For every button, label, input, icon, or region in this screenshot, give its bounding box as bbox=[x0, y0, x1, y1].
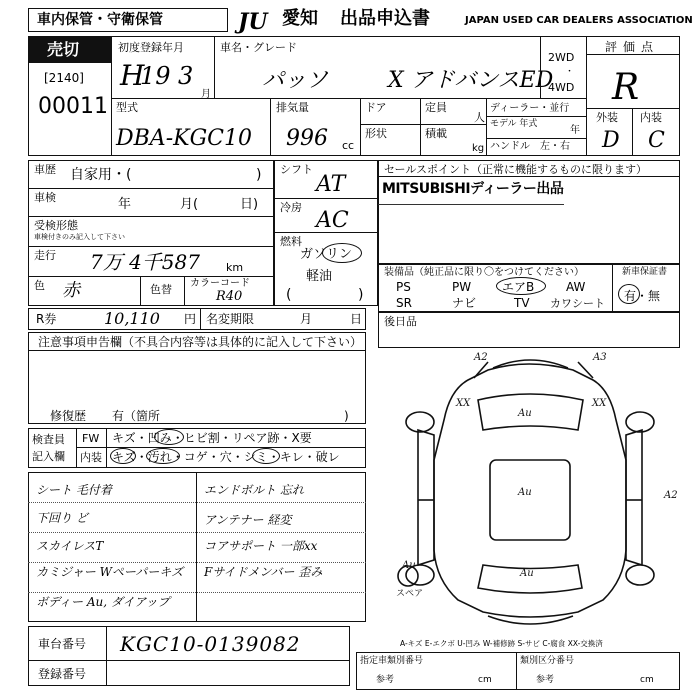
note-line-2: 下回り ど bbox=[36, 511, 88, 525]
shape-label: 形状 bbox=[365, 127, 387, 140]
note-line-5: ボディー Au, ダイアップ bbox=[36, 595, 170, 609]
recycle-label: R券 bbox=[36, 312, 57, 326]
car-name: パッソ bbox=[262, 68, 329, 93]
interior-circle-3 bbox=[252, 448, 280, 464]
interior-label: 内装 bbox=[640, 111, 662, 124]
dealer-label: ディーラー・並行 bbox=[490, 103, 570, 114]
fuel-paren-close: ) bbox=[358, 287, 364, 303]
equip-airbag: エアB bbox=[502, 280, 535, 294]
name-change-month: 月 bbox=[300, 312, 313, 326]
footer-field-2: 参考 bbox=[376, 675, 395, 685]
equip-leather-seat: カワシート bbox=[550, 297, 605, 310]
mark-xx-1: XX bbox=[456, 398, 471, 409]
fuel-diesel: 軽油 bbox=[306, 269, 333, 284]
wheel-fr bbox=[626, 412, 654, 432]
drive-separator: ・ bbox=[565, 67, 575, 77]
color-code-label: カラーコード bbox=[190, 278, 250, 289]
name-change-label: 名変期限 bbox=[206, 312, 255, 326]
fw-items: キズ・凹み・ヒビ割・リペア跡・X要 bbox=[112, 431, 312, 445]
equip-sr: SR bbox=[396, 296, 412, 310]
acceptance-label: 受検形態 bbox=[34, 219, 78, 232]
mileage-value: 7万 4千587 bbox=[90, 250, 200, 274]
storage-box bbox=[28, 8, 228, 32]
selling-points-label: セールスポイント（正常に機能するものに限ります） bbox=[384, 163, 648, 176]
sale-status-box bbox=[29, 37, 111, 63]
displacement-value: 996 bbox=[286, 126, 328, 151]
registration-year: 19 bbox=[140, 62, 171, 90]
footer-field-3: 類別区分番号 bbox=[520, 656, 575, 666]
recycle-unit: 円 bbox=[184, 312, 197, 326]
warranty-label: 新車保証書 bbox=[622, 267, 668, 277]
mark-a3-top: A3 bbox=[593, 352, 607, 363]
equip-aw: AW bbox=[566, 280, 586, 294]
brand-name: 愛知 bbox=[282, 8, 318, 29]
left-doors bbox=[418, 430, 434, 565]
footer-cm-2: cm bbox=[640, 675, 654, 685]
repair-label: 修復歴 bbox=[50, 409, 87, 423]
evaluation-label: 評価点 bbox=[605, 40, 660, 54]
ac-label: 冷房 bbox=[280, 201, 302, 214]
mark-a2-top: A2 bbox=[474, 352, 488, 363]
handle-label: ハンドル bbox=[490, 141, 530, 152]
mark-au-4: Au bbox=[402, 560, 416, 571]
shaken-label: 車検 bbox=[34, 191, 56, 204]
capacity-label: 定員 bbox=[425, 101, 447, 114]
fuel-gasoline-circle bbox=[322, 243, 362, 263]
mark-xx-2: XX bbox=[592, 398, 607, 409]
mark-a2-side: A2 bbox=[664, 490, 678, 501]
form-title: 出品申込書 bbox=[340, 8, 430, 29]
mark-au-3: Au bbox=[520, 568, 534, 579]
chassis-label: 車台番号 bbox=[38, 637, 87, 651]
repair-value: 有（箇所 bbox=[112, 409, 161, 423]
registration-era: H bbox=[120, 59, 145, 92]
ju-logo-text: JU bbox=[238, 9, 268, 35]
equip-airbag-circle bbox=[496, 277, 546, 295]
note-right-3: コアサポート 一部xx bbox=[204, 539, 318, 553]
note-line-4: カミジャー Wペーパーキズ bbox=[36, 565, 184, 579]
interior-circle-1 bbox=[110, 448, 136, 464]
interior-circle-2 bbox=[146, 448, 180, 464]
drive-2wd: 2WD bbox=[548, 51, 575, 64]
plate-label: 登録番号 bbox=[38, 667, 87, 681]
recycle-amount: 10,110 bbox=[104, 309, 160, 328]
year-unit: 年 bbox=[570, 125, 580, 136]
chassis-number: KGC10-0139082 bbox=[120, 632, 301, 656]
evaluation-score: R bbox=[612, 67, 640, 108]
color-value: 赤 bbox=[62, 280, 80, 301]
car-damage-diagram bbox=[378, 350, 680, 630]
fw-label: FW bbox=[82, 432, 100, 445]
footer-cm-1: cm bbox=[478, 675, 492, 685]
warranty-circle bbox=[618, 284, 640, 304]
equip-tv: TV bbox=[514, 296, 530, 310]
name-change-day: 日 bbox=[350, 312, 363, 326]
wheel-rr bbox=[626, 565, 654, 585]
interior-score: C bbox=[648, 128, 665, 153]
note-right-1: エンドボルト 忘れ bbox=[204, 483, 304, 497]
car-name-label: 車名・グレード bbox=[220, 41, 297, 54]
footer-field-4: 参考 bbox=[536, 675, 555, 685]
mark-au-2: Au bbox=[518, 487, 532, 498]
history-close: ) bbox=[256, 167, 262, 183]
repair-close: ) bbox=[344, 409, 349, 423]
shaken-day: 日) bbox=[240, 197, 259, 212]
displacement-label: 排気量 bbox=[276, 101, 309, 114]
history-value: 自家用・( bbox=[70, 167, 132, 183]
damage-legend: A-キズ E-エクボ U-凹み W-補修跡 S-サビ C-腐食 XX-交換済 bbox=[400, 639, 603, 648]
recycle-row bbox=[28, 308, 366, 330]
notes-label: 注意事項申告欄（不具合内容等は具体的に記入して下さい） bbox=[38, 335, 363, 349]
wheel-fl bbox=[406, 412, 434, 432]
equipment-label: 装備品（純正品に限り〇をつけてください） bbox=[384, 267, 584, 278]
handle-options: 左・右 bbox=[540, 141, 570, 152]
rear-item-label: 後日品 bbox=[384, 315, 417, 328]
color-change-label: 色替 bbox=[150, 283, 172, 296]
interior-inspect-label: 内装 bbox=[80, 451, 102, 464]
equip-pw: PW bbox=[452, 280, 472, 294]
footer-field-1: 指定車類別番号 bbox=[360, 656, 424, 666]
note-right-2: アンテナー 経変 bbox=[204, 513, 292, 527]
registration-label: 初度登録年月 bbox=[118, 41, 184, 54]
note-line-1: シート 毛付着 bbox=[36, 483, 112, 497]
rear-item-block bbox=[378, 312, 680, 348]
interior-items: キズ・汚れ・コゲ・穴・シミ・キレ・破レ bbox=[112, 450, 340, 464]
equip-ps: PS bbox=[396, 280, 411, 294]
color-label: 色 bbox=[34, 279, 45, 292]
equip-navi: ナビ bbox=[452, 296, 477, 310]
fw-circle bbox=[154, 429, 184, 445]
history-label: 車歴 bbox=[34, 163, 56, 176]
association-name: JAPAN USED CAR DEALERS ASSOCIATION bbox=[465, 15, 693, 26]
roof bbox=[490, 460, 570, 540]
door-label: ドア bbox=[365, 101, 387, 114]
storage-label: 車内保管・守衛保管 bbox=[37, 12, 163, 28]
color-code-value: R40 bbox=[216, 289, 243, 304]
exterior-score: D bbox=[602, 128, 620, 153]
shift-label: シフト bbox=[280, 163, 313, 176]
ac-value: AC bbox=[316, 208, 349, 233]
shaken-month: 月( bbox=[180, 197, 199, 212]
displacement-unit: cc bbox=[342, 139, 355, 152]
shaken-year: 年 bbox=[118, 197, 132, 212]
spare-label: スペア bbox=[396, 589, 424, 599]
entry-label: 記入欄 bbox=[32, 450, 65, 463]
fuel-gasoline: ガソリン bbox=[300, 247, 353, 262]
registration-month-unit: 月 bbox=[201, 89, 211, 100]
shift-value: AT bbox=[316, 172, 346, 197]
load-label: 積載 bbox=[425, 127, 447, 140]
load-unit: kg bbox=[472, 143, 485, 154]
mileage-unit: km bbox=[226, 261, 244, 274]
exterior-label: 外装 bbox=[596, 111, 618, 124]
registration-month: 3 bbox=[178, 62, 194, 90]
mark-au-1: Au bbox=[518, 408, 532, 419]
sale-code: [2140] bbox=[44, 71, 84, 85]
model-code: DBA-KGC10 bbox=[116, 126, 252, 151]
warranty-options: 有・無 bbox=[624, 289, 661, 303]
model-year-label: モデル 年式 bbox=[490, 119, 538, 129]
inspector-label: 検査員 bbox=[32, 433, 65, 446]
fuel-paren-open: ( bbox=[286, 287, 292, 303]
car-grade: X アドバンスED bbox=[388, 68, 554, 93]
lot-number: 00011 bbox=[38, 94, 108, 119]
selling-points-text: MITSUBISHIディーラー出品 bbox=[382, 181, 564, 197]
sale-status: 売切 bbox=[47, 40, 80, 59]
right-doors bbox=[626, 430, 642, 565]
mileage-label: 走行 bbox=[34, 249, 56, 262]
person-unit: 人 bbox=[474, 111, 485, 124]
drive-4wd: 4WD bbox=[548, 81, 575, 94]
fuel-label: 燃料 bbox=[280, 235, 302, 248]
note-right-4: Fサイドメンバー 歪み bbox=[204, 565, 323, 579]
note-line-3: スカイレスT bbox=[36, 539, 104, 553]
model-label: 型式 bbox=[116, 101, 138, 114]
acceptance-note: 車検付きのみ記入して下さい bbox=[34, 233, 125, 241]
